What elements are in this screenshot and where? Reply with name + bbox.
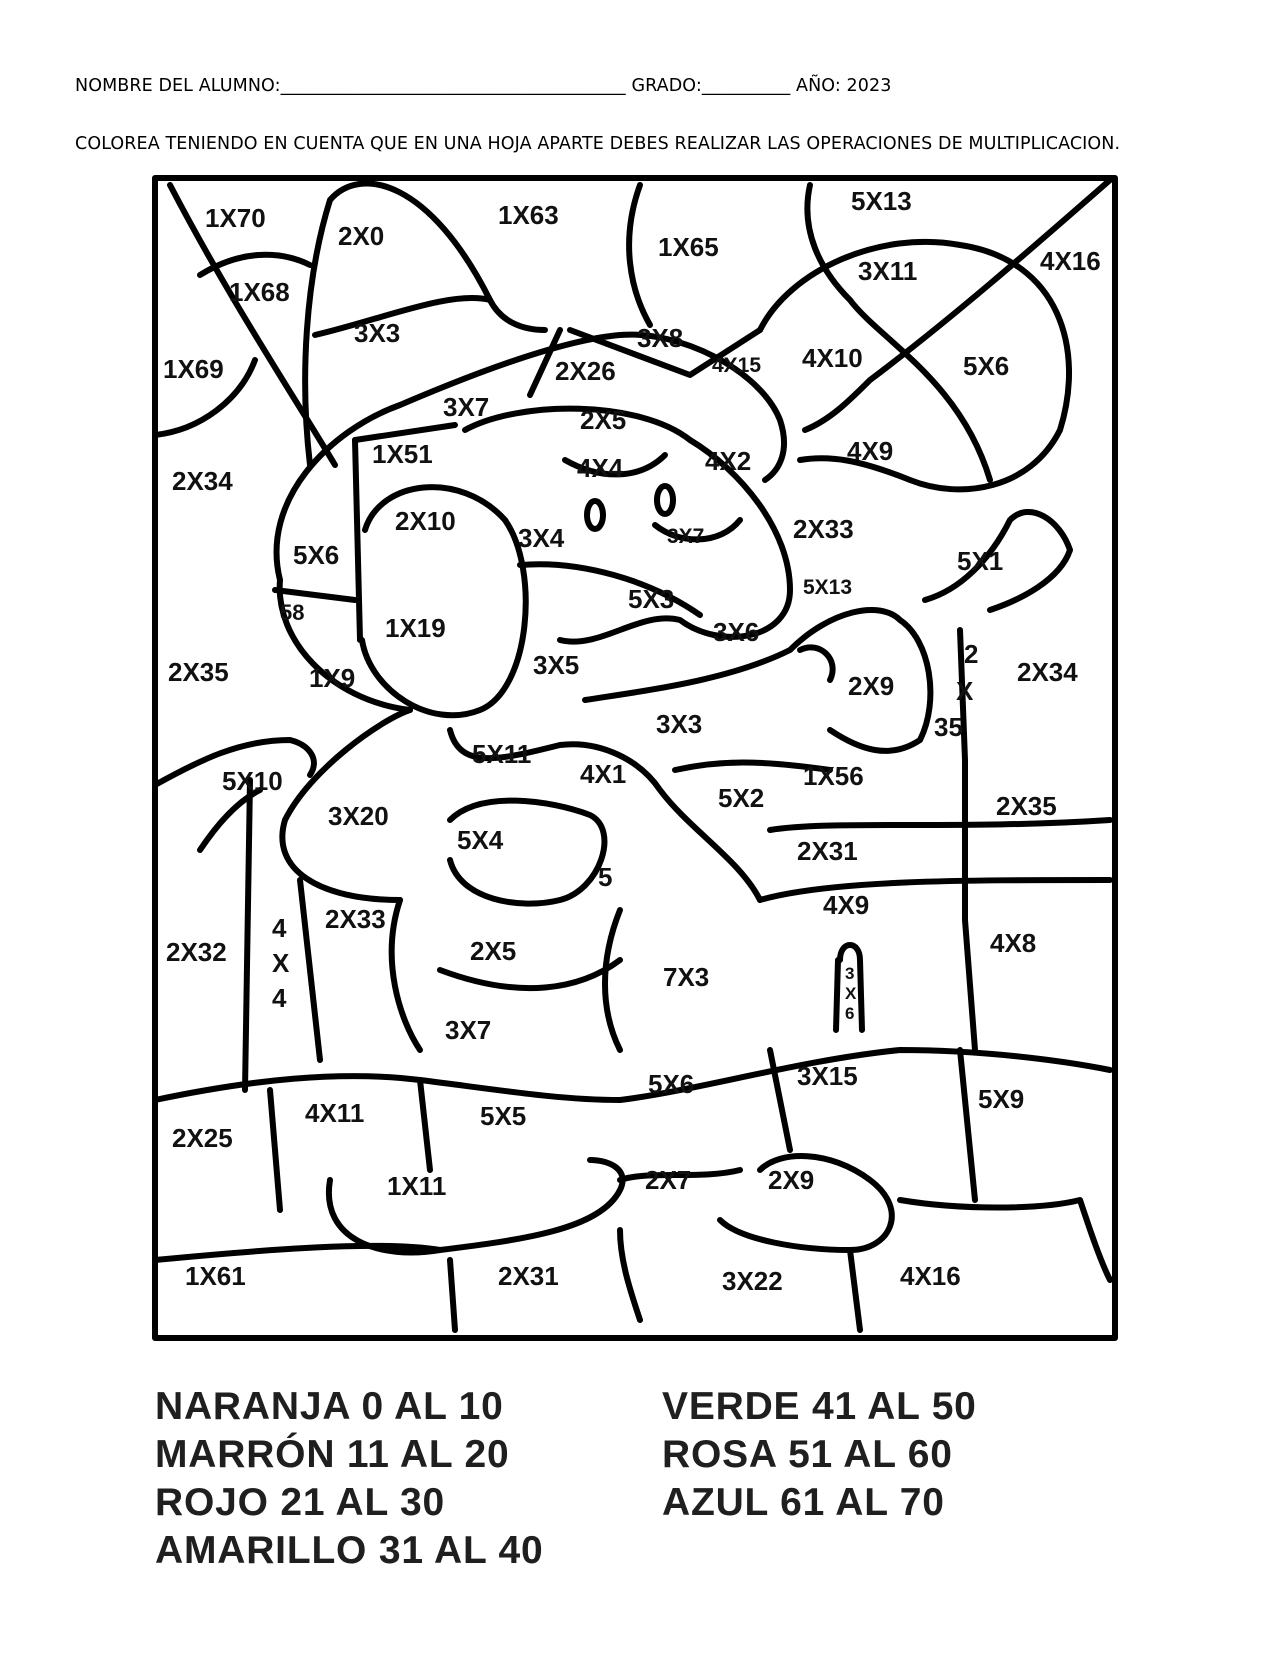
outline-stroke — [275, 590, 355, 600]
outline-stroke — [800, 647, 833, 680]
region-label: 4X15 — [712, 354, 762, 377]
outline-stroke — [620, 1230, 640, 1320]
region-label: 5X13 — [803, 576, 853, 599]
outline-stroke — [355, 440, 360, 640]
outline-stroke — [760, 880, 1110, 900]
outline-stroke — [420, 1080, 430, 1170]
outline-stroke — [440, 960, 620, 988]
region-label: 2X31 — [797, 836, 858, 866]
legend-item: VERDE 41 AL 50 — [662, 1385, 977, 1428]
region-label: 5X4 — [457, 825, 504, 855]
legend-item: AZUL 61 AL 70 — [662, 1481, 945, 1524]
legend-item: AMARILLO 31 AL 40 — [155, 1529, 544, 1572]
outline-stroke — [836, 960, 838, 1030]
outline-stroke — [329, 1160, 623, 1252]
name-label: NOMBRE DEL ALUMNO: — [75, 76, 281, 96]
region-label: 1X19 — [385, 613, 446, 643]
name-blank[interactable]: _______________________________________ — [280, 76, 626, 96]
region-label: 2X5 — [470, 936, 517, 966]
outline-stroke — [300, 880, 320, 1060]
region-label: X — [272, 948, 290, 978]
region-label: 3X6 — [713, 617, 760, 647]
outline-stroke — [770, 820, 1110, 830]
region-label: 2X34 — [1017, 657, 1078, 687]
region-label: 3X7 — [445, 1015, 492, 1045]
region-label: 2X26 — [555, 356, 616, 386]
region-label: 5X13 — [851, 186, 912, 216]
region-label: 2X33 — [325, 904, 386, 934]
region-label: 7X3 — [663, 962, 710, 992]
region-label: 4X9 — [847, 436, 894, 466]
region-label: 1X56 — [803, 761, 864, 791]
color-legend-left — [155, 1383, 544, 1575]
outline-stroke — [450, 1260, 455, 1330]
outline-stroke — [807, 185, 990, 480]
region-label: 5X1 — [957, 546, 1004, 576]
region-label: 3X3 — [354, 318, 401, 348]
grade-label: GRADO: — [631, 76, 702, 96]
region-label: 5X5 — [480, 1101, 527, 1131]
region-label: 1X9 — [309, 663, 356, 693]
grade-blank[interactable]: __________ — [701, 76, 791, 96]
legend-item: ROSA 51 AL 60 — [662, 1433, 953, 1476]
outline-stroke — [392, 900, 420, 1050]
legend-item: NARANJA 0 AL 10 — [155, 1385, 504, 1428]
region-label: 4X10 — [802, 343, 863, 373]
region-label: 2X7 — [645, 1165, 692, 1195]
region-label: 1X61 — [185, 1261, 246, 1291]
region-label: 3X20 — [328, 801, 389, 831]
outline-stroke — [355, 425, 455, 440]
region-label: 5X6 — [648, 1069, 695, 1099]
region-label: 2X10 — [395, 506, 456, 536]
region-label: 4X1 — [580, 759, 627, 789]
region-label: 4X9 — [823, 890, 870, 920]
region-label: 4X16 — [900, 1261, 961, 1291]
outline-stroke — [245, 780, 250, 1090]
region-label: 2 — [964, 639, 979, 669]
region-label: 2X32 — [166, 937, 227, 967]
year-label: AÑO: 2023 — [796, 76, 892, 96]
region-label: 3X3 — [656, 709, 703, 739]
outline-stroke — [850, 1250, 860, 1330]
student-info-line — [75, 76, 891, 96]
region-label: X — [845, 984, 857, 1003]
region-label: 4X11 — [305, 1098, 365, 1128]
region-label: 3X7 — [667, 525, 705, 548]
region-label: 2X34 — [172, 466, 233, 496]
region-label: 5X11 — [472, 739, 532, 769]
instruction-text: COLOREA TENIENDO EN CUENTA QUE EN UNA HOJA APARTE DEBES REALIZAR LAS OPERACIONES DE MULTIPLICACION. — [75, 134, 1121, 154]
region-label: 4X16 — [1040, 246, 1101, 276]
region-label: 35 — [934, 712, 963, 742]
right-eye — [657, 486, 673, 514]
region-label: 1X69 — [163, 354, 224, 384]
color-legend-right — [662, 1383, 977, 1527]
outline-stroke — [315, 298, 490, 335]
region-label: 4X8 — [990, 928, 1037, 958]
region-label: 3X22 — [722, 1266, 783, 1296]
region-label: 2X35 — [168, 657, 229, 687]
region-label: 6 — [845, 1004, 855, 1023]
outline-stroke — [960, 1050, 975, 1200]
region-label: 2X35 — [996, 791, 1057, 821]
region-label: 1X51 — [372, 439, 433, 469]
region-label: 4X4 — [577, 453, 624, 483]
region-label: 1X11 — [387, 1171, 447, 1201]
region-label: 4 — [272, 913, 287, 943]
region-label: 1X65 — [658, 232, 719, 262]
left-eye — [587, 501, 603, 529]
outline-stroke — [629, 185, 650, 325]
legend-item: MARRÓN 11 AL 20 — [155, 1433, 510, 1476]
region-label: 4 — [272, 983, 287, 1013]
region-label: 5X2 — [718, 783, 765, 813]
region-label: 3X8 — [637, 323, 684, 353]
region-label: 3X5 — [533, 650, 580, 680]
region-label: 5X6 — [963, 351, 1010, 381]
region-label: 58 — [280, 600, 305, 625]
region-label: 2X25 — [172, 1123, 233, 1153]
region-label: 3X11 — [858, 256, 918, 286]
region-label: 2X0 — [338, 221, 385, 251]
region-label: 1X63 — [498, 200, 559, 230]
region-label: 2X33 — [793, 514, 854, 544]
region-label: 3X15 — [797, 1061, 858, 1091]
region-label: 1X70 — [205, 203, 266, 233]
region-label: 2X9 — [848, 671, 895, 701]
region-label: 2X31 — [498, 1261, 559, 1291]
region-label: 5X3 — [628, 584, 675, 614]
region-label: 5X10 — [222, 766, 283, 796]
color-by-number-picture — [150, 174, 1120, 1344]
region-label: 3 — [845, 964, 855, 983]
region-label: 5 — [598, 862, 613, 892]
legend-item: ROJO 21 AL 30 — [155, 1481, 446, 1524]
outline-stroke — [605, 910, 620, 1050]
region-label: 3X7 — [443, 392, 490, 422]
region-label: X — [956, 676, 974, 706]
region-label: 4X2 — [705, 446, 752, 476]
outline-stroke — [270, 1090, 280, 1210]
region-label: 2X5 — [580, 405, 627, 435]
region-label: 3X4 — [518, 523, 565, 553]
region-label: 5X9 — [978, 1084, 1025, 1114]
region-label: 2X9 — [768, 1165, 815, 1195]
region-label: 1X68 — [229, 277, 290, 307]
region-label: 5X6 — [293, 540, 340, 570]
